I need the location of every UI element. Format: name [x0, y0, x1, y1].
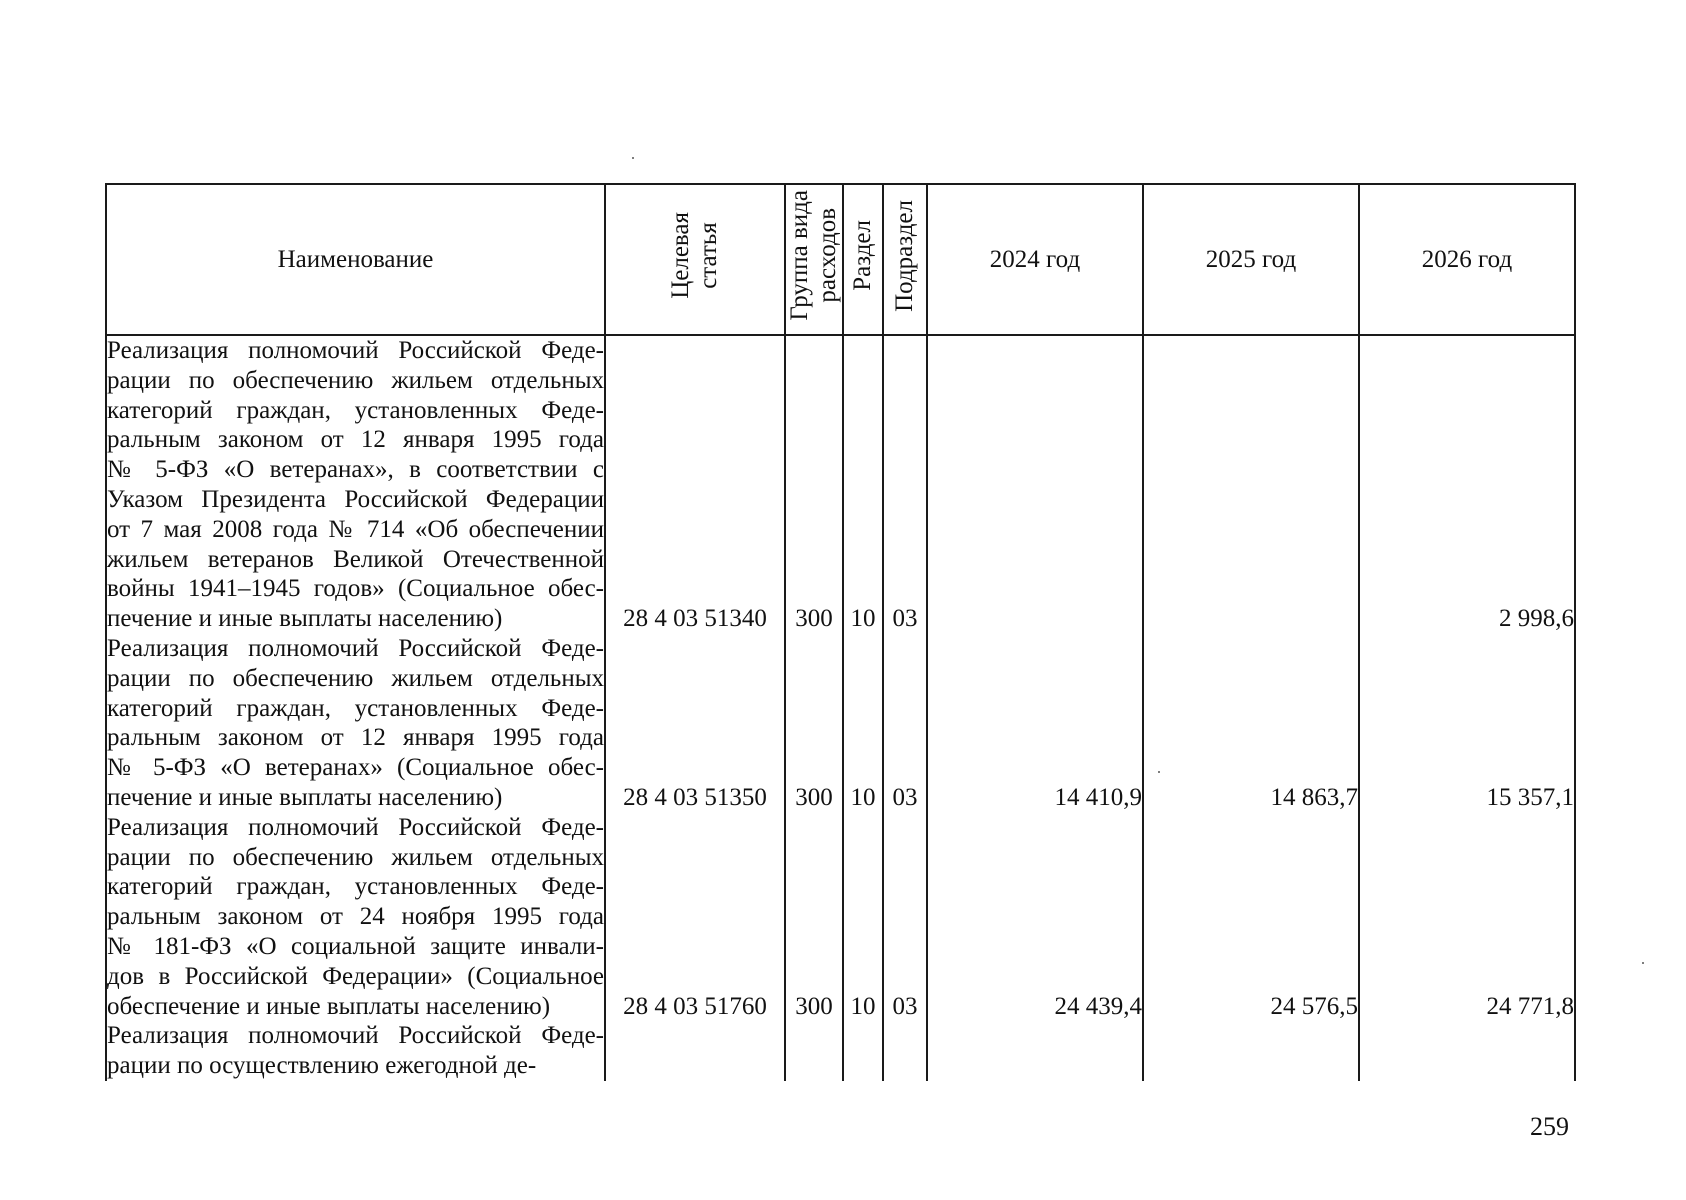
row-name-line: Реализация полномочий Российской Феде- — [107, 813, 604, 841]
page-number: 259 — [1530, 1112, 1569, 1141]
row-expense-group: 300 — [785, 634, 843, 813]
row-amount-2026 — [1359, 1021, 1575, 1081]
row-expense-group: 300 — [785, 335, 843, 634]
row-section: 10 — [843, 813, 883, 1022]
row-subsection: 03 — [883, 813, 927, 1022]
table-body — [106, 335, 1575, 1081]
row-amount-2025: 14 863,7 — [1143, 634, 1359, 813]
row-name-line: печение и иные выплаты населению) — [107, 783, 503, 811]
row-section — [843, 1021, 883, 1081]
row-name-cell — [106, 634, 605, 813]
header-section — [843, 184, 883, 335]
row-name-line: ральным законом от 12 января 1995 года — [107, 426, 604, 454]
row-amount-2024: 24 439,4 — [927, 813, 1143, 1022]
row-name-cell — [106, 813, 605, 1022]
table-header-row — [106, 184, 1575, 335]
header-2026-label: 2026 год — [1421, 245, 1513, 273]
row-name-line: рации по обеспечению жильем отдельных — [107, 366, 604, 394]
row-name-line: рации по обеспечению жильем отдельных — [107, 843, 604, 871]
row-name-line: войны 1941–1945 годов» (Социальное обес- — [107, 575, 604, 603]
row-amount-2025 — [1143, 1021, 1359, 1081]
row-amount-2024: 14 410,9 — [927, 634, 1143, 813]
row-subsection — [883, 1021, 927, 1081]
header-year-2025 — [1143, 184, 1359, 335]
header-target-article — [605, 184, 785, 335]
table-row — [106, 634, 1575, 813]
row-name-line: категорий граждан, установленных Феде- — [107, 873, 604, 901]
row-target-article — [605, 1021, 785, 1081]
row-amount-2024 — [927, 335, 1143, 634]
row-section: 10 — [843, 634, 883, 813]
row-name-line: Реализация полномочий Российской Феде- — [107, 1022, 604, 1050]
header-name-label: Наименование — [277, 245, 434, 273]
row-name-line: рации по осуществлению ежегодной де- — [107, 1052, 537, 1080]
row-name-line: ральным законом от 24 ноября 1995 года — [107, 903, 604, 931]
table-row — [106, 1021, 1575, 1081]
row-target-article: 28 4 03 51760 — [605, 813, 785, 1022]
row-name-cell — [106, 335, 605, 634]
row-name-cell — [106, 1021, 605, 1081]
header-group-label: Группа вида расходов — [786, 190, 841, 321]
row-target-article: 28 4 03 51350 — [605, 634, 785, 813]
scan-speck — [632, 157, 634, 159]
row-name-line: дов в Российской Федерации» (Социальное — [107, 962, 604, 990]
row-amount-2025: 24 576,5 — [1143, 813, 1359, 1022]
row-amount-2026: 24 771,8 — [1359, 813, 1575, 1022]
row-name-line: № 5-ФЗ «О ветеранах» (Социальное обес- — [107, 754, 604, 782]
row-expense-group — [785, 1021, 843, 1081]
row-amount-2024 — [927, 1021, 1143, 1081]
row-name-line: обеспечение и иные выплаты населению) — [107, 992, 551, 1020]
header-section-label: Раздел — [849, 220, 876, 291]
row-name-line: жильем ветеранов Великой Отечественной — [107, 545, 604, 573]
row-amount-2026: 15 357,1 — [1359, 634, 1575, 813]
header-year-2024 — [927, 184, 1143, 335]
row-name-line: Указом Президента Российской Федерации — [107, 485, 604, 513]
row-subsection: 03 — [883, 634, 927, 813]
header-2025-label: 2025 год — [1205, 245, 1297, 273]
header-2024-label: 2024 год — [989, 245, 1081, 273]
row-name-line: печение и иные выплаты населению) — [107, 605, 503, 633]
row-name-line: № 5-ФЗ «О ветеранах», в соответствии с — [107, 456, 604, 484]
table-row — [106, 335, 1575, 634]
row-name-line: Реализация полномочий Российской Феде- — [107, 634, 604, 662]
row-section: 10 — [843, 335, 883, 634]
row-amount-2025 — [1143, 335, 1359, 634]
row-name-line: Реализация полномочий Российской Феде- — [107, 337, 604, 364]
row-subsection: 03 — [883, 335, 927, 634]
header-subsection — [883, 184, 927, 335]
row-name-line: от 7 мая 2008 года № 714 «Об обеспечении — [107, 515, 604, 543]
row-name-line: категорий граждан, установленных Феде- — [107, 694, 604, 722]
row-name-line: рации по обеспечению жильем отдельных — [107, 664, 604, 692]
table-row — [106, 813, 1575, 1022]
row-expense-group: 300 — [785, 813, 843, 1022]
row-amount-2026: 2 998,6 — [1359, 335, 1575, 634]
header-target-label: Целевая статья — [667, 212, 722, 299]
row-name-line: № 181-ФЗ «О социальной защите инвали- — [107, 932, 604, 960]
header-name — [106, 184, 605, 335]
scan-speck — [1642, 962, 1644, 964]
row-name-line: категорий граждан, установленных Феде- — [107, 396, 604, 424]
header-subsection-label: Подраздел — [891, 199, 918, 312]
row-name-line: ральным законом от 12 января 1995 года — [107, 724, 604, 752]
budget-table — [105, 183, 1576, 1081]
row-target-article: 28 4 03 51340 — [605, 335, 785, 634]
header-year-2026 — [1359, 184, 1575, 335]
header-expense-group — [785, 184, 843, 335]
